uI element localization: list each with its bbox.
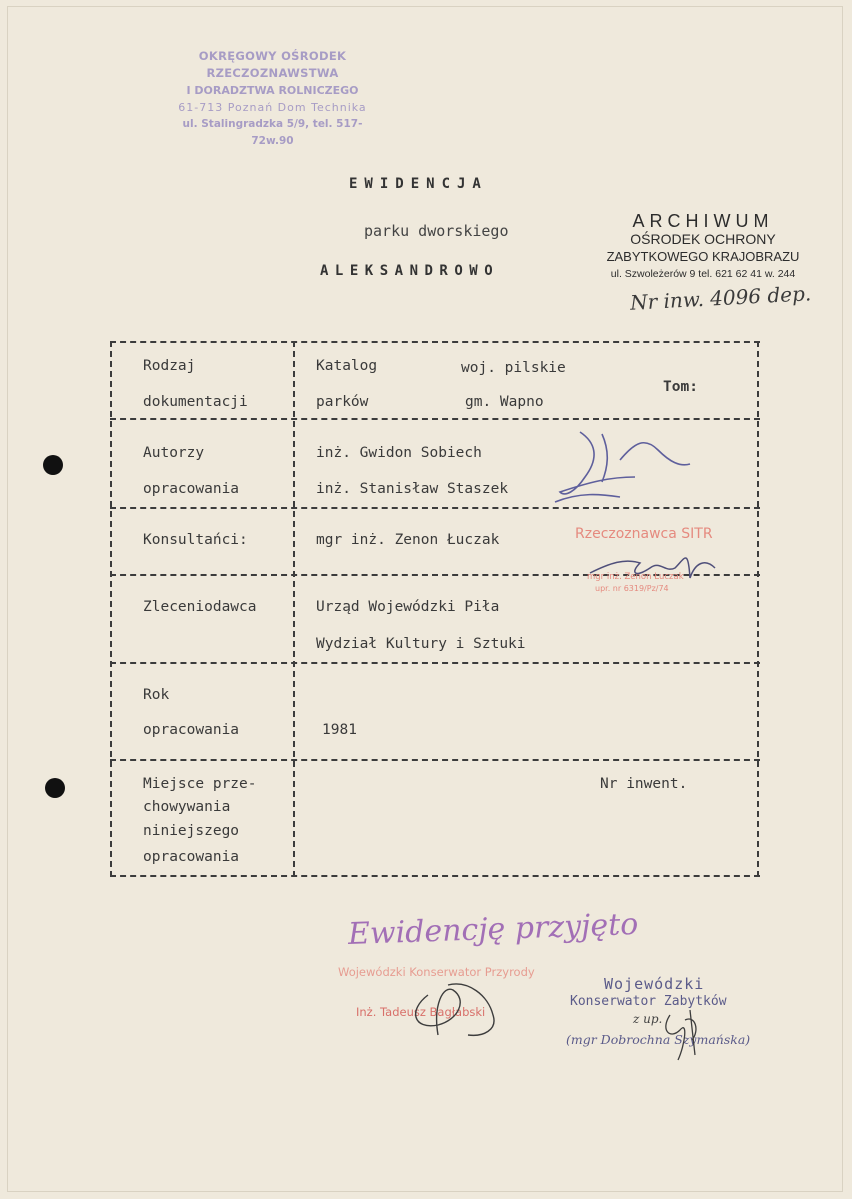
punch-hole-top (43, 455, 63, 475)
value-client-2: Wydział Kultury i Sztuki (316, 636, 526, 652)
rzeczoznawca-number: upr. nr 6319/Pz/74 (595, 584, 669, 593)
value-volume-label: Tom: (663, 379, 698, 395)
value-author-1: inż. Gwidon Sobiech (316, 445, 482, 461)
heritage-conservator-line4: (mgr Dobrochna Szymańska) (566, 1032, 751, 1047)
nature-conservator-title: Wojewódzki Konserwator Przyrody (338, 965, 535, 979)
doc-place-name: ALEKSANDROWO (320, 263, 500, 279)
label-location-2: chowywania (143, 799, 231, 815)
value-inventory-label: Nr inwent. (600, 776, 688, 792)
table-line (110, 418, 760, 420)
label-authors-2: opracowania (143, 481, 240, 497)
handwritten-accepted-note: Ewidencję przyjęto (347, 906, 639, 953)
archive-stamp-line3: ZABYTKOWEGO KRAJOBRAZU (606, 249, 800, 264)
stamp-oodr-line4: ul. Stalingradzka 5/9, tel. 517-72w.90 (182, 118, 363, 147)
table-line (757, 341, 759, 877)
nature-conservator-signature (398, 975, 518, 1045)
value-parks: parków (316, 394, 369, 410)
value-catalog: Katalog (316, 358, 378, 374)
stamp-oodr-line2: I DORADZTWA ROLNICZEGO (186, 84, 359, 97)
table-line (110, 341, 760, 343)
table-line (110, 875, 760, 877)
label-year-1: Rok (143, 687, 170, 703)
label-client: Zleceniodawca (143, 599, 257, 615)
archive-stamp-line1: ARCHIWUM (632, 211, 774, 231)
rzeczoznawca-name: mgr inż. Zenon Łuczak (587, 572, 684, 582)
inventory-number-handwritten: Nr inw. 4096 dep. (629, 281, 812, 315)
punch-hole-bottom (45, 778, 65, 798)
label-year-2: opracowania (143, 722, 240, 738)
doc-title: EWIDENCJA (349, 176, 488, 192)
value-voivodeship: woj. pilskie (461, 360, 566, 376)
heritage-conservator-line2: Konserwator Zabytków (570, 994, 727, 1009)
stamp-oodr (165, 48, 380, 150)
heritage-conservator-signature (650, 1000, 720, 1070)
label-location-3: niniejszego (143, 823, 240, 839)
label-consultants: Konsultańci: (143, 532, 248, 548)
archive-stamp-line4: ul. Szwoleżerów 9 tel. 621 62 41 w. 244 (610, 268, 796, 280)
rzeczoznawca-title: Rzeczoznawca SITR (575, 526, 713, 542)
stamp-oodr-line1: OKRĘGOWY OŚRODEK RZECZOZNAWSTWA (198, 49, 347, 80)
value-author-2: inż. Stanisław Staszek (316, 481, 509, 497)
archive-stamp-line2: OŚRODEK OCHRONY (630, 231, 776, 247)
heritage-conservator-line3: z up. (633, 1012, 663, 1026)
nature-conservator-name: Inż. Tadeusz Bagłabski (356, 1005, 486, 1019)
table-line (110, 662, 760, 664)
value-consultant: mgr inż. Zenon Łuczak (316, 532, 500, 548)
consultant-signature (580, 538, 730, 598)
value-commune: gm. Wapno (465, 394, 544, 410)
value-year: 1981 (322, 722, 357, 738)
table-line (110, 341, 112, 877)
table-line (293, 341, 295, 877)
doc-subtitle: parku dworskiego (364, 222, 509, 240)
label-doc-type-2: dokumentacji (143, 394, 248, 410)
label-location-1: Miejsce prze- (143, 776, 257, 792)
heritage-conservator-line1: Wojewódzki (604, 975, 705, 993)
label-location-4: opracowania (143, 849, 240, 865)
table-line (110, 759, 760, 761)
stamp-oodr-line3: 61-713 Poznań Dom Technika (178, 101, 367, 114)
label-authors-1: Autorzy (143, 445, 205, 461)
archive-stamp (592, 211, 814, 283)
value-client-1: Urząd Wojewódzki Piła (316, 599, 500, 615)
author-signature (540, 422, 700, 512)
label-doc-type-1: Rodzaj (143, 358, 196, 374)
